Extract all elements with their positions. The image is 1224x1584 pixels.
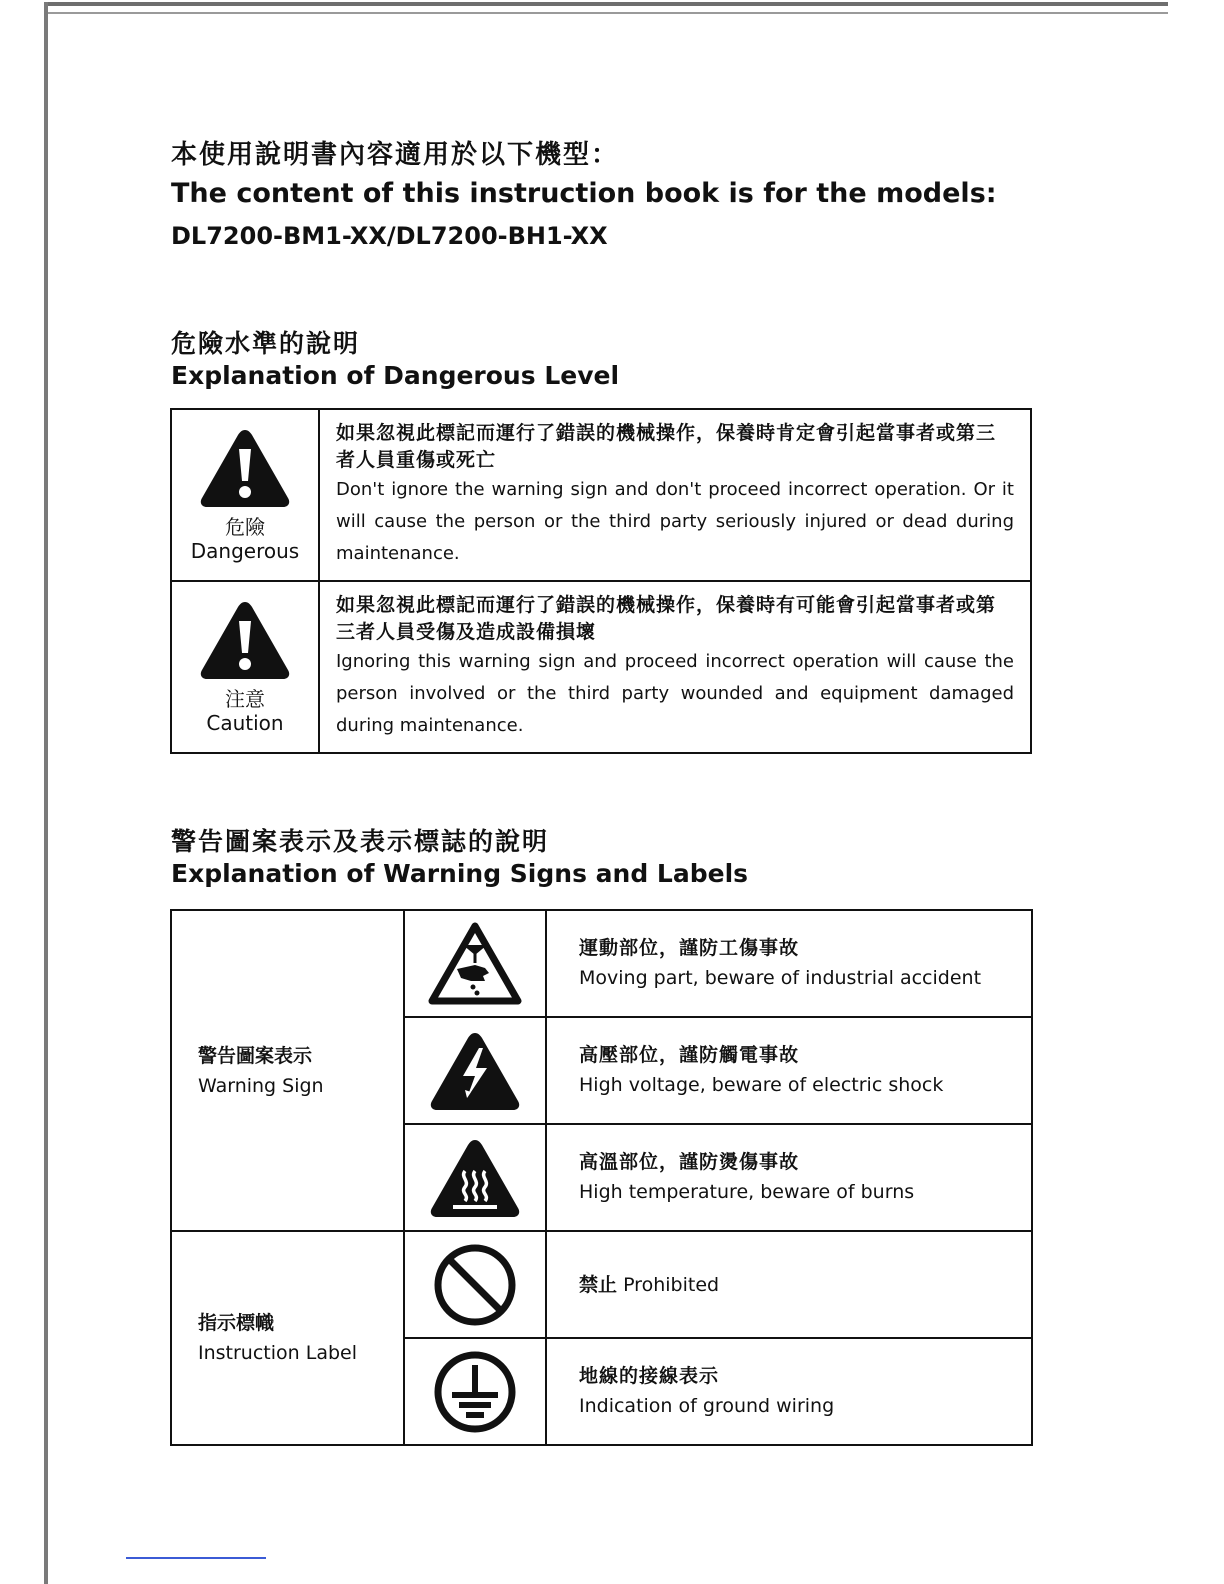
moving-part-en: Moving part, beware of industrial accident (579, 967, 982, 989)
moving-part-desc (546, 910, 1032, 1017)
model-codes: DL7200-BM1-XX/DL7200-BH1-XX (171, 222, 608, 250)
prohibited-en: Prohibited (623, 1274, 720, 1296)
top-border-rule (44, 2, 1168, 6)
prohibited-text (579, 1270, 1031, 1300)
caution-icon-cell (171, 581, 319, 753)
prohibited-zh: 禁止 (579, 1274, 618, 1296)
high-voltage-icon (429, 1030, 521, 1112)
moving-part-zh: 運動部位，謹防工傷事故 (579, 937, 800, 959)
prohibited-desc (546, 1231, 1032, 1338)
caution-label-zh: 注意 (225, 687, 265, 711)
left-border-rule (44, 2, 48, 1584)
models-title-en: The content of this instruction book is for the models: (171, 178, 997, 209)
caution-label-en: Caution (206, 711, 284, 735)
danger-icon-cell (171, 409, 319, 581)
warning-triangle-icon (199, 427, 291, 509)
signs-title-zh: 警告圖案表示及表示標誌的說明 (171, 827, 550, 856)
hot-surface-symbol-cell (404, 1124, 546, 1231)
high-voltage-symbol-cell (404, 1017, 546, 1124)
warning-category-en: Warning Sign (198, 1074, 324, 1097)
warning-category-zh: 警告圖案表示 (198, 1044, 313, 1067)
danger-text-zh: 如果忽視此標記而運行了錯誤的機械操作，保養時肯定會引起當事者或第三者人員重傷或死亡 (336, 422, 997, 471)
prohibited-icon (432, 1242, 518, 1328)
warning-sign-category (171, 910, 404, 1231)
instruction-category-zh: 指示標幟 (198, 1312, 275, 1334)
high-temperature-zh: 高溫部位，謹防燙傷事故 (579, 1151, 800, 1173)
prohibited-symbol-cell (404, 1231, 546, 1338)
signs-section-title (171, 826, 748, 890)
danger-section-title (171, 328, 619, 392)
ground-en: Indication of ground wiring (579, 1395, 835, 1417)
ground-desc (546, 1338, 1032, 1445)
danger-level-table (170, 408, 1032, 754)
danger-text-en: Don't ignore the warning sign and don't proceed incorrect operation. Or it will cause the person or the third party seriously injured or dead during maintenance. (336, 479, 1014, 564)
danger-text-cell (319, 409, 1031, 581)
high-temperature-en: High temperature, beware of burns (579, 1181, 915, 1203)
high-voltage-zh: 高壓部位，謹防觸電事故 (579, 1044, 800, 1066)
high-voltage-en: High voltage, beware of electric shock (579, 1074, 944, 1096)
ground-symbol-cell (404, 1338, 546, 1445)
moving-part-symbol-cell (404, 910, 546, 1017)
caution-text-en: Ignoring this warning sign and proceed incorrect operation will cause the person involved or the third party wounded and equipment damaged during maintenance. (336, 651, 1014, 736)
danger-label-en: Dangerous (190, 539, 300, 563)
top-border-rule-thin (44, 12, 1168, 14)
sign-row-moving-part (171, 910, 1032, 1017)
caution-text-zh: 如果忽視此標記而運行了錯誤的機械操作，保養時有可能會引起當事者或第三者人員受傷及造成設備損壞 (336, 594, 997, 643)
danger-title-en: Explanation of Dangerous Level (171, 361, 620, 390)
hot-surface-icon (429, 1137, 521, 1219)
moving-part-icon (427, 921, 523, 1007)
ground-zh: 地線的接線表示 (579, 1365, 720, 1387)
signs-title-en: Explanation of Warning Signs and Labels (171, 859, 749, 888)
danger-row-caution (171, 581, 1031, 753)
warning-signs-table (170, 909, 1033, 1446)
high-voltage-desc (546, 1017, 1032, 1124)
instruction-label-category (171, 1231, 404, 1445)
danger-title-zh: 危險水準的說明 (171, 329, 361, 358)
footer-link-underline (126, 1557, 266, 1559)
models-title-zh: 本使用說明書內容適用於以下機型： (171, 140, 620, 170)
models-header (171, 138, 997, 254)
high-temperature-desc (546, 1124, 1032, 1231)
ground-icon (432, 1349, 518, 1435)
instruction-category-en: Instruction Label (198, 1342, 357, 1364)
sign-row-prohibited (171, 1231, 1032, 1338)
warning-triangle-icon (199, 599, 291, 681)
caution-text-cell (319, 581, 1031, 753)
danger-label-zh: 危險 (225, 515, 265, 539)
danger-row-dangerous (171, 409, 1031, 581)
